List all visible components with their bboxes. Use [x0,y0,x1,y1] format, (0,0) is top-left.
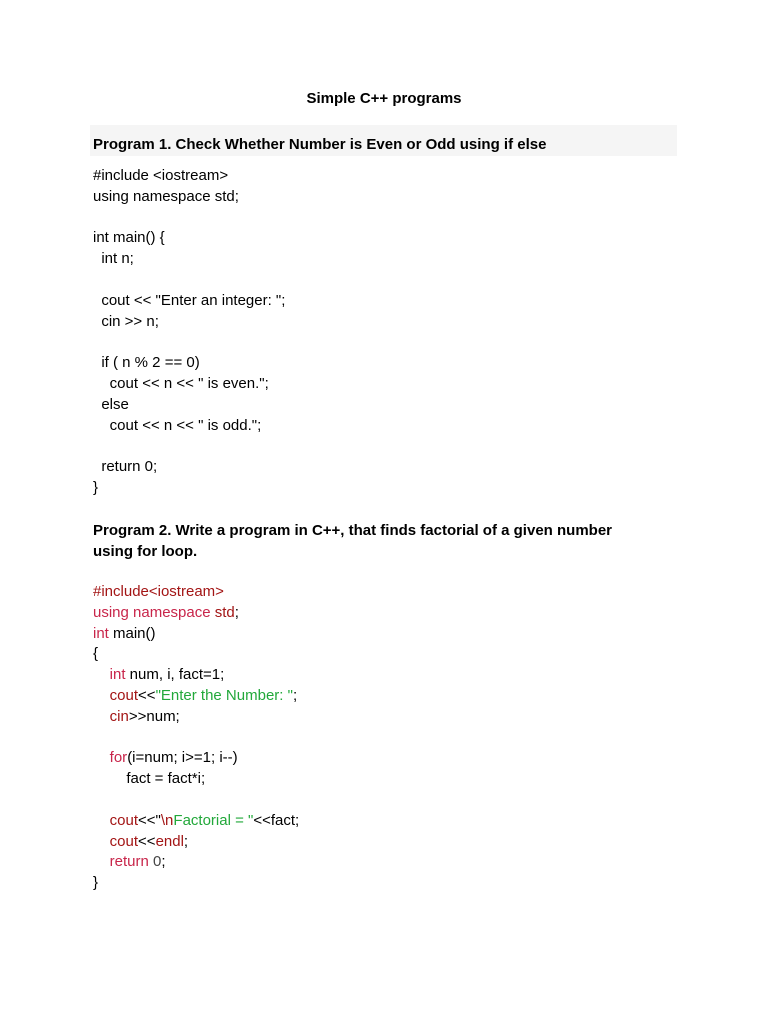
code-token: int [109,666,126,684]
program2-heading-line2: using for loop. [93,543,198,560]
code-token: << [138,832,156,850]
code-line [93,624,299,645]
program2-code-block [93,582,299,894]
code-line: int n; [93,250,134,268]
code-token: ; [292,686,298,704]
code-line: cout << n << " is odd."; [93,416,262,434]
document-title: Simple C++ programs [306,90,462,107]
code-line [93,665,299,686]
code-line [93,582,299,603]
code-token [93,687,110,704]
code-token: { [93,645,99,663]
code-token: return [109,853,149,871]
code-token: (i=num; i>=1; i--) [127,749,238,767]
code-token: } [93,874,99,892]
code-line [93,603,299,624]
code-token: using namespace [93,603,211,621]
code-token: cin [109,707,129,725]
program2-heading [93,520,673,562]
code-token: << [138,686,156,704]
code-token: <<" [138,811,161,829]
code-line: cout << n << " is even."; [93,374,269,392]
code-token: Factorial = " [173,811,254,829]
code-line [93,832,299,853]
code-token: "Enter the Number: " [155,686,293,704]
code-token [93,749,110,766]
code-token: endl [155,832,184,850]
code-line [93,790,299,811]
code-token: cout [109,686,139,704]
code-token: 0 [153,853,162,871]
code-line [93,748,299,769]
code-line [93,686,299,707]
program1-code-block [93,166,285,499]
code-token: num, i, fact=1; [125,666,225,684]
code-token: main() [108,624,156,642]
code-line: int main() { [93,229,165,247]
code-token: cout [109,811,139,829]
code-line: cout << "Enter an integer: "; [93,291,286,309]
code-token: int [93,624,109,642]
code-token [93,708,110,725]
program1-heading: Program 1. Check Whether Number is Even or Odd using if else [93,136,547,153]
code-token [93,853,110,870]
program2-heading-line1: Program 2. Write a program in C++, that finds factorial of a given number [93,522,612,539]
code-token: ; [161,853,166,871]
code-line [93,873,299,894]
code-token [93,833,110,850]
code-token [93,812,110,829]
code-line [93,728,299,749]
code-token: std [210,603,235,621]
code-line [93,769,299,790]
code-line: return 0; [93,458,158,476]
code-line: else [93,395,129,413]
code-line [93,436,285,457]
code-line [93,332,285,353]
code-token: ; [183,832,189,850]
code-line: using namespace std; [93,187,239,205]
code-token: >>num; [128,707,180,725]
code-token: fact = fact*i; [93,770,206,788]
program1-heading-band [90,125,677,156]
code-token: #include<iostream> [93,583,224,600]
code-line: cin >> n; [93,312,159,330]
code-token: <<fact; [253,811,300,829]
code-line: #include <iostream> [93,167,229,184]
code-token: for [109,749,128,767]
code-token: \n [160,811,174,829]
code-token: ; [234,603,239,621]
code-line [93,644,299,665]
code-line [93,852,299,873]
code-line [93,208,285,229]
code-token: cout [109,832,139,850]
code-line [93,811,299,832]
code-line: } [93,478,99,496]
code-line [93,707,299,728]
code-token [93,666,110,683]
code-line [93,270,285,291]
code-line: if ( n % 2 == 0) [93,354,200,372]
